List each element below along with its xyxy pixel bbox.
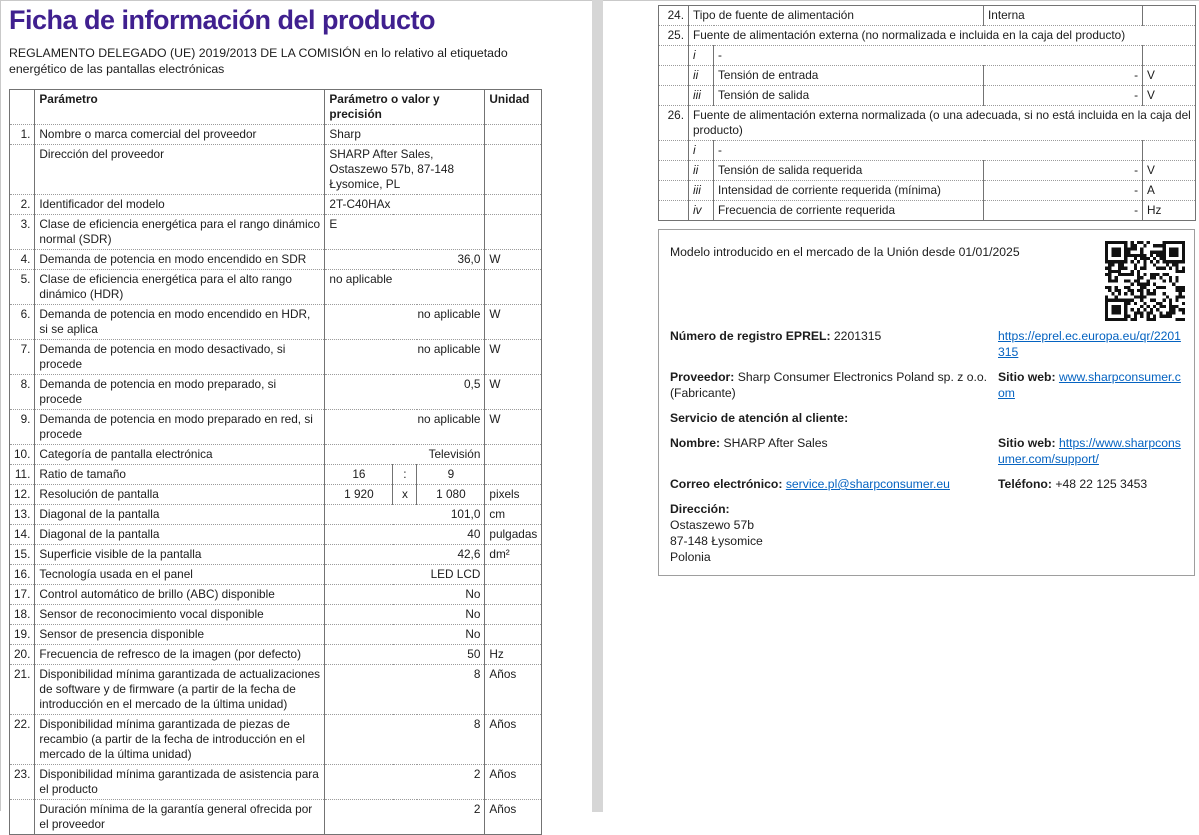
market-intro-text: Modelo introducido en el mercado de la Unión desde 01/01/2025 xyxy=(670,245,1020,259)
telefono-value: +48 22 125 3453 xyxy=(1055,477,1148,491)
param-label: Demanda de potencia en modo preparado en red, si procede xyxy=(35,410,325,445)
param-number: 5. xyxy=(10,270,35,305)
param-number xyxy=(10,800,35,835)
proveedor-label: Proveedor: xyxy=(670,370,735,384)
param-number xyxy=(659,201,689,221)
table-row xyxy=(10,195,542,215)
param-number: 8. xyxy=(10,375,35,410)
servicio-heading xyxy=(670,410,1182,426)
param-unit: Hz xyxy=(1143,201,1196,221)
param-value: no aplicable xyxy=(325,410,485,445)
param-unit: cm xyxy=(485,505,542,525)
email-link[interactable]: service.pl@sharpconsumer.eu xyxy=(785,477,950,491)
param-value: - xyxy=(984,86,1143,106)
table-row xyxy=(10,215,542,250)
param-number xyxy=(10,145,35,195)
table-row xyxy=(10,525,542,545)
param-label: Nombre o marca comercial del proveedor xyxy=(35,125,325,145)
param-number: 1. xyxy=(10,125,35,145)
param-number: 2. xyxy=(10,195,35,215)
table-row xyxy=(659,181,1196,201)
param-label: Tipo de fuente de alimentación xyxy=(689,6,984,26)
param-value: 50 xyxy=(325,645,485,665)
param-number: 13. xyxy=(10,505,35,525)
param-label-span: Fuente de alimentación externa (no normalizada e incluida en la caja del producto) xyxy=(689,26,1196,46)
param-unit: pulgadas xyxy=(485,525,542,545)
param-value: 36,0 xyxy=(325,250,485,270)
param-number: 21. xyxy=(10,665,35,715)
proveedor-value: Sharp Consumer Electronics Poland sp. z o.o. (Fabricante) xyxy=(670,370,988,400)
page-left xyxy=(0,0,592,831)
param-label: Categoría de pantalla electrónica xyxy=(35,445,325,465)
param-number: 11. xyxy=(10,465,35,485)
param-number: 15. xyxy=(10,545,35,565)
param-unit: Años xyxy=(485,765,542,800)
table-row xyxy=(10,800,542,835)
param-unit xyxy=(485,145,542,195)
table-row xyxy=(659,86,1196,106)
table-row xyxy=(10,465,542,485)
sitio-web-1-link[interactable]: www.sharpconsumer.com xyxy=(998,370,1181,400)
param-value-merged: - xyxy=(714,46,1143,66)
header-empty xyxy=(10,90,35,125)
param-unit: Hz xyxy=(485,645,542,665)
table-row xyxy=(659,141,1196,161)
table-row xyxy=(659,106,1196,141)
param-label: Tensión de entrada xyxy=(714,66,984,86)
param-unit xyxy=(485,465,542,485)
param-label: Tensión de salida xyxy=(714,86,984,106)
table-row xyxy=(10,625,542,645)
param-value: 42,6 xyxy=(325,545,485,565)
param-label: Ratio de tamaño xyxy=(35,465,325,485)
param-value: No xyxy=(325,625,485,645)
param-unit xyxy=(485,605,542,625)
param-label: Resolución de pantalla xyxy=(35,485,325,505)
param-label: Clase de eficiencia energética para el rango dinámico normal (SDR) xyxy=(35,215,325,250)
param-label: Sensor de presencia disponible xyxy=(35,625,325,645)
param-number: 17. xyxy=(10,585,35,605)
param-value: 40 xyxy=(325,525,485,545)
param-subnumber: ii xyxy=(689,66,714,86)
param-label: Dirección del proveedor xyxy=(35,145,325,195)
nombre-value: SHARP After Sales xyxy=(723,436,828,450)
param-number: 14. xyxy=(10,525,35,545)
param-value-1: 1 920 xyxy=(325,485,393,505)
table-header-row xyxy=(10,90,542,125)
param-number: 10. xyxy=(10,445,35,465)
param-number: 12. xyxy=(10,485,35,505)
direccion-line: Polonia xyxy=(670,550,711,564)
sitio-web-1-cell xyxy=(998,369,1182,401)
param-unit: W xyxy=(485,250,542,270)
table-row xyxy=(10,375,542,410)
param-unit: dm² xyxy=(485,545,542,565)
param-value-2: 1 080 xyxy=(417,485,485,505)
param-unit xyxy=(485,565,542,585)
param-value: No xyxy=(325,585,485,605)
param-unit: W xyxy=(485,305,542,340)
param-number xyxy=(659,66,689,86)
param-unit xyxy=(485,270,542,305)
table-row xyxy=(659,161,1196,181)
param-label: Clase de eficiencia energética para el alto rango dinámico (HDR) xyxy=(35,270,325,305)
param-value: 0,5 xyxy=(325,375,485,410)
param-label: Sensor de reconocimiento vocal disponible xyxy=(35,605,325,625)
table-row xyxy=(10,715,542,765)
param-label: Duración mínima de la garantía general ofrecida por el proveedor xyxy=(35,800,325,835)
param-value: SHARP After Sales, Ostaszewo 57b, 87-148 Łysomice, PL xyxy=(325,145,485,195)
param-unit xyxy=(485,195,542,215)
param-unit: V xyxy=(1143,66,1196,86)
param-value-merged: - xyxy=(714,141,1143,161)
table-row xyxy=(10,505,542,525)
param-unit xyxy=(1143,141,1196,161)
param-unit: pixels xyxy=(485,485,542,505)
param-number xyxy=(659,181,689,201)
eprel-link[interactable]: https://eprel.ec.europa.eu/qr/2201315 xyxy=(998,329,1181,359)
param-label: Frecuencia de corriente requerida xyxy=(714,201,984,221)
telefono-label: Teléfono: xyxy=(998,477,1052,491)
telefono-cell xyxy=(998,476,1182,492)
table-row xyxy=(10,305,542,340)
param-number: 3. xyxy=(10,215,35,250)
correo-label: Correo electrónico: xyxy=(670,477,783,491)
param-number: 22. xyxy=(10,715,35,765)
table-row xyxy=(10,250,542,270)
table-row xyxy=(10,145,542,195)
param-value: no aplicable xyxy=(325,305,485,340)
table-row xyxy=(10,545,542,565)
param-value: no aplicable xyxy=(325,270,485,305)
param-subnumber: iii xyxy=(689,86,714,106)
param-number: 24. xyxy=(659,6,689,26)
param-label: Control automático de brillo (ABC) disponible xyxy=(35,585,325,605)
page-title: Ficha de información del producto xyxy=(9,5,436,35)
eprel-registration xyxy=(670,328,992,344)
param-value-separator: : xyxy=(393,465,417,485)
table-row xyxy=(10,585,542,605)
param-value: 8 xyxy=(325,715,485,765)
table-row xyxy=(10,485,542,505)
param-value: 8 xyxy=(325,665,485,715)
support-link[interactable]: https://www.sharpconsumer.com/support/ xyxy=(998,436,1181,466)
param-number xyxy=(659,161,689,181)
supplier-info-box xyxy=(658,229,1195,576)
param-label: Disponibilidad mínima garantizada de actualizaciones de software y de firmware (a partir de la fecha de introducción en el mercado de la última unidad) xyxy=(35,665,325,715)
table-row xyxy=(10,410,542,445)
servicio-label: Servicio de atención al cliente: xyxy=(670,411,849,425)
param-number: 26. xyxy=(659,106,689,141)
table-row xyxy=(10,605,542,625)
param-label: Disponibilidad mínima garantizada de piezas de recambio (a partir de la fecha de introducción en el mercado de la última unidad) xyxy=(35,715,325,765)
param-unit xyxy=(485,445,542,465)
param-number: 7. xyxy=(10,340,35,375)
table-row xyxy=(10,340,542,375)
eprel-link-cell xyxy=(998,328,1182,360)
eprel-number: 2201315 xyxy=(833,329,882,343)
table-row xyxy=(10,125,542,145)
param-label: Demanda de potencia en modo encendido en HDR, si se aplica xyxy=(35,305,325,340)
param-label: Disponibilidad mínima garantizada de asistencia para el producto xyxy=(35,765,325,800)
param-label: Identificador del modelo xyxy=(35,195,325,215)
param-unit: V xyxy=(1143,161,1196,181)
param-label: Superficie visible de la pantalla xyxy=(35,545,325,565)
table-row xyxy=(659,26,1196,46)
nombre-label: Nombre: xyxy=(670,436,721,450)
param-value: 2T-C40HAx xyxy=(325,195,485,215)
param-value: no aplicable xyxy=(325,340,485,375)
param-subnumber: i xyxy=(689,46,714,66)
param-number: 20. xyxy=(10,645,35,665)
table-row xyxy=(10,270,542,305)
param-label: Frecuencia de refresco de la imagen (por defecto) xyxy=(35,645,325,665)
direccion-block xyxy=(670,501,1182,565)
param-number: 23. xyxy=(10,765,35,800)
param-value: LED LCD xyxy=(325,565,485,585)
param-unit xyxy=(1143,46,1196,66)
table-row xyxy=(659,46,1196,66)
regulation-subtitle: REGLAMENTO DELEGADO (UE) 2019/2013 DE LA COMISIÓN en lo relativo al etiquetado energético de las pantallas electrónicas xyxy=(9,46,508,76)
table-row xyxy=(10,765,542,800)
param-unit xyxy=(485,585,542,605)
page-right xyxy=(603,0,1199,811)
param-value: - xyxy=(984,161,1143,181)
param-unit: Años xyxy=(485,665,542,715)
param-value: Sharp xyxy=(325,125,485,145)
param-value: - xyxy=(984,66,1143,86)
param-value: - xyxy=(984,181,1143,201)
param-value: - xyxy=(984,201,1143,221)
param-label: Diagonal de la pantalla xyxy=(35,505,325,525)
table-row xyxy=(659,6,1196,26)
param-unit: Años xyxy=(485,715,542,765)
param-value: Interna xyxy=(984,6,1143,26)
direccion-line: Ostaszewo 57b xyxy=(670,518,755,532)
param-subnumber: ii xyxy=(689,161,714,181)
table-row xyxy=(659,66,1196,86)
nombre-cell xyxy=(670,435,992,451)
header-unidad: Unidad xyxy=(485,90,542,125)
table-row xyxy=(10,645,542,665)
header-valor: Parámetro o valor y precisión xyxy=(325,90,485,125)
param-number: 18. xyxy=(10,605,35,625)
direccion-label: Dirección: xyxy=(670,502,730,516)
param-unit: V xyxy=(1143,86,1196,106)
param-label: Demanda de potencia en modo preparado, si procede xyxy=(35,375,325,410)
qr-code-icon xyxy=(1105,241,1185,321)
param-value: E xyxy=(325,215,485,250)
table-row xyxy=(10,445,542,465)
param-unit: Años xyxy=(485,800,542,835)
param-unit: W xyxy=(485,375,542,410)
param-subnumber: i xyxy=(689,141,714,161)
direccion-line: 87-148 Łysomice xyxy=(670,534,763,548)
sitio-web-2-cell xyxy=(998,435,1182,467)
param-label: Tecnología usada en el panel xyxy=(35,565,325,585)
param-number: 4. xyxy=(10,250,35,270)
product-table-right xyxy=(658,5,1196,221)
param-number: 25. xyxy=(659,26,689,46)
param-unit: W xyxy=(485,410,542,445)
param-number: 6. xyxy=(10,305,35,340)
param-value: 2 xyxy=(325,800,485,835)
table-row xyxy=(659,201,1196,221)
param-value-1: 16 xyxy=(325,465,393,485)
param-label: Tensión de salida requerida xyxy=(714,161,984,181)
product-table-left xyxy=(9,89,542,835)
param-unit xyxy=(485,625,542,645)
param-number: 16. xyxy=(10,565,35,585)
param-subnumber: iii xyxy=(689,181,714,201)
param-label-span: Fuente de alimentación externa normalizada (o una adecuada, si no está incluida en la caja del producto) xyxy=(689,106,1196,141)
param-number xyxy=(659,141,689,161)
param-number: 9. xyxy=(10,410,35,445)
header-parametro: Parámetro xyxy=(35,90,325,125)
param-number xyxy=(659,86,689,106)
param-number: 19. xyxy=(10,625,35,645)
table-row xyxy=(10,665,542,715)
table-row xyxy=(10,565,542,585)
param-unit: A xyxy=(1143,181,1196,201)
proveedor-cell xyxy=(670,369,992,401)
page-divider xyxy=(592,0,603,812)
param-unit xyxy=(1143,6,1196,26)
param-number xyxy=(659,46,689,66)
eprel-label: Número de registro EPREL: xyxy=(670,329,831,343)
sitio-web-2-label: Sitio web: xyxy=(998,436,1056,450)
param-value: 101,0 xyxy=(325,505,485,525)
param-label: Intensidad de corriente requerida (mínima) xyxy=(714,181,984,201)
param-label: Demanda de potencia en modo desactivado, si procede xyxy=(35,340,325,375)
param-unit: W xyxy=(485,340,542,375)
param-label: Diagonal de la pantalla xyxy=(35,525,325,545)
param-unit xyxy=(485,125,542,145)
param-value: No xyxy=(325,605,485,625)
correo-cell xyxy=(670,476,992,492)
sitio-web-1-label: Sitio web: xyxy=(998,370,1056,384)
param-value: Televisión xyxy=(325,445,485,465)
param-label: Demanda de potencia en modo encendido en SDR xyxy=(35,250,325,270)
param-value: 2 xyxy=(325,765,485,800)
param-subnumber: iv xyxy=(689,201,714,221)
param-value-separator: x xyxy=(393,485,417,505)
param-value-2: 9 xyxy=(417,465,485,485)
param-unit xyxy=(485,215,542,250)
